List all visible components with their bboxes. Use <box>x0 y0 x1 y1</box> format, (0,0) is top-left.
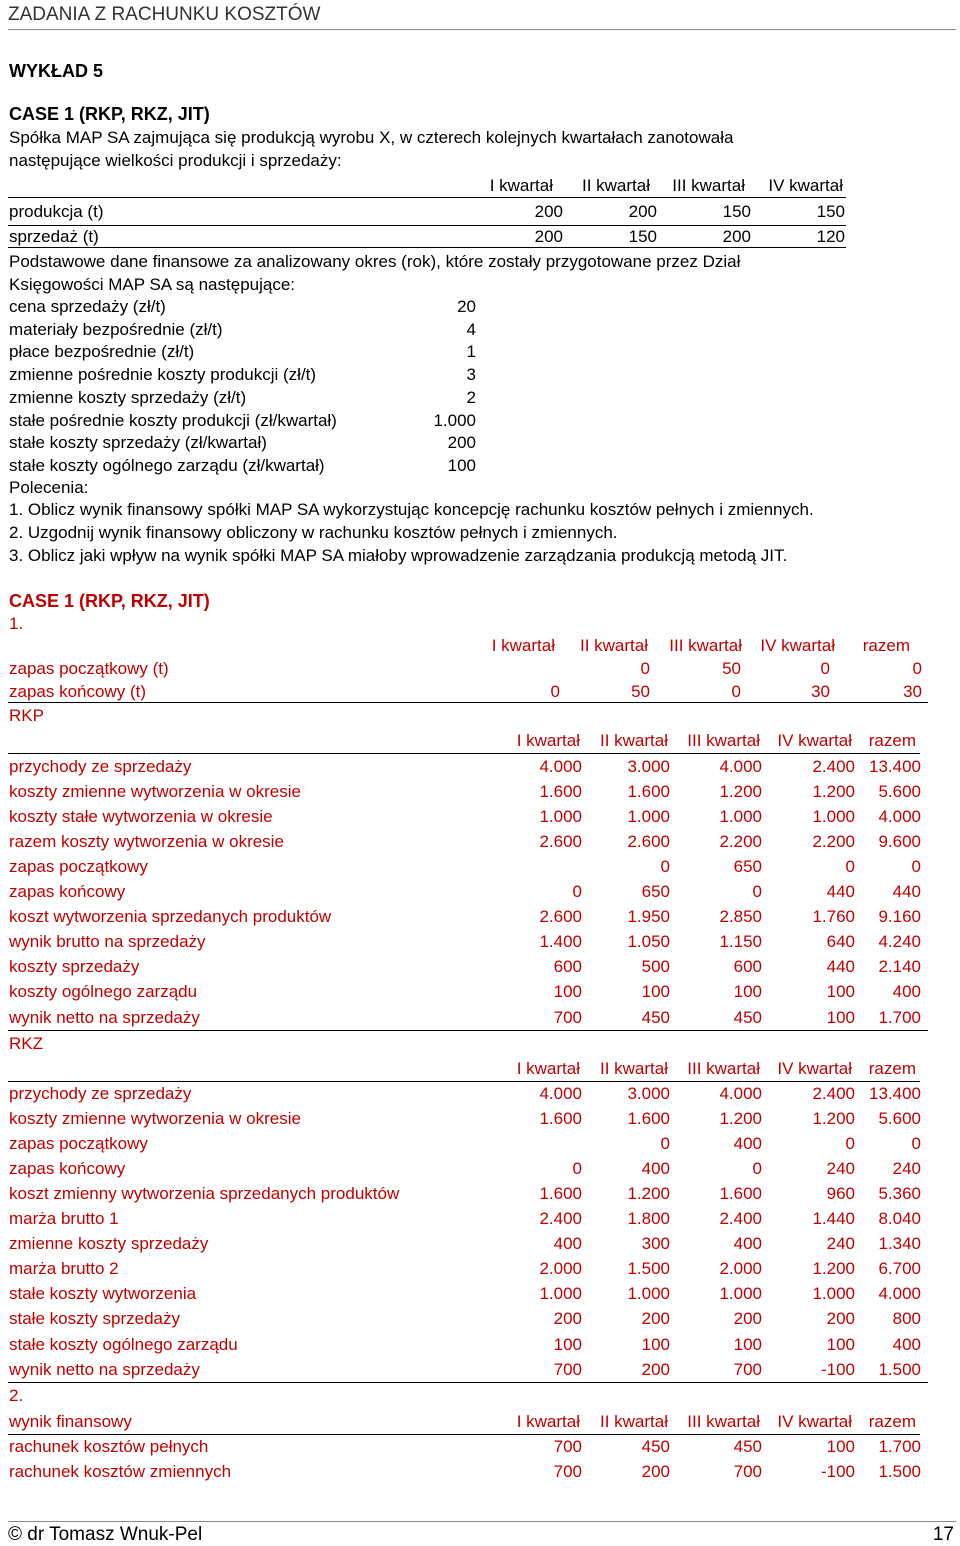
solution-case-title: CASE 1 (RKP, RKZ, JIT) <box>9 591 210 611</box>
rkz-end-rule <box>8 1382 928 1383</box>
param-label: materiały bezpośrednie (zł/t) <box>9 319 223 339</box>
param-value: 100 <box>447 455 476 475</box>
rkp-row-value: 1.200 <box>812 782 855 802</box>
stock-col-header: III kwartał <box>669 636 742 655</box>
quarter-header: I kwartał <box>489 176 553 195</box>
param-label: stałe pośrednie koszty produkcji (zł/kwartał) <box>9 410 337 430</box>
rkp-row-value: 650 <box>641 882 670 902</box>
input-row-value: 200 <box>534 227 563 246</box>
result-col-header: II kwartał <box>599 1412 668 1431</box>
rkp-row-label: razem koszty wytworzenia w okresie <box>9 832 284 852</box>
rkz-row-value: 800 <box>892 1309 921 1329</box>
param-label: stałe koszty sprzedaży (zł/kwartał) <box>9 433 267 453</box>
rkp-row-label: koszt wytworzenia sprzedanych produktów <box>9 907 332 927</box>
rkz-row-value: 1.000 <box>719 1284 762 1304</box>
input-table-rule-bottom <box>8 247 846 248</box>
rkp-row-value: 1.000 <box>627 807 670 827</box>
rkz-row-value: 4.000 <box>878 1284 921 1304</box>
rkz-row-value: 200 <box>826 1309 855 1329</box>
rkp-row-value: 400 <box>892 982 921 1002</box>
rkp-row-value: 500 <box>641 957 670 977</box>
rkz-row-value: 1.200 <box>812 1259 855 1279</box>
rkz-row-value: 100 <box>553 1334 582 1354</box>
rkp-row-value: 1.700 <box>878 1007 921 1027</box>
rkp-row-value: 0 <box>911 857 921 877</box>
rkz-row-value: 2.000 <box>719 1259 762 1279</box>
param-label: cena sprzedaży (zł/t) <box>9 297 166 316</box>
input-row-value: 200 <box>722 227 751 246</box>
rkp-row-label: przychody ze sprzedaży <box>9 757 192 776</box>
rkp-row-value: 600 <box>553 957 582 977</box>
rkp-row-value: 1.000 <box>812 807 855 827</box>
result-row-value: -100 <box>820 1462 855 1481</box>
rkp-row-value: 450 <box>641 1007 670 1027</box>
result-row-value: 700 <box>733 1462 762 1481</box>
stock-row-value: 0 <box>550 682 560 701</box>
running-header: ZADANIA Z RACHUNKU KOSZTÓW <box>8 4 321 25</box>
rkp-row-value: 100 <box>641 982 670 1002</box>
rkz-row-value: 200 <box>733 1309 762 1329</box>
result-header-rule <box>8 1434 920 1435</box>
rkp-end-rule <box>8 1030 928 1031</box>
result-col-header: III kwartał <box>687 1412 760 1431</box>
rkz-row-label: zmienne koszty sprzedaży <box>9 1234 209 1254</box>
rkz-row-value: 1.200 <box>812 1109 855 1129</box>
rkz-row-value: 1.600 <box>627 1109 670 1129</box>
input-row-value: 150 <box>628 227 657 246</box>
rkz-row-value: 2.400 <box>812 1084 855 1103</box>
rkz-row-label: zapas początkowy <box>9 1134 148 1154</box>
rkp-row-value: 9.160 <box>878 907 921 927</box>
rkp-row-value: 1.400 <box>539 932 582 952</box>
rkp-row-value: 2.600 <box>539 907 582 927</box>
rkp-row-label: wynik netto na sprzedaży <box>9 1007 200 1027</box>
rkz-row-label: stałe koszty sprzedaży <box>9 1309 181 1329</box>
rkz-row-value: 700 <box>553 1359 582 1379</box>
result-row-value: 450 <box>641 1437 670 1456</box>
rkp-row-value: 0 <box>660 857 670 877</box>
rkp-row-value: 13.400 <box>869 757 921 776</box>
rkp-row-label: koszty sprzedaży <box>9 957 140 977</box>
result-row-value: 450 <box>733 1437 762 1456</box>
stock-col-header: I kwartał <box>491 636 555 655</box>
result-col-header: IV kwartał <box>777 1412 852 1431</box>
rkp-row-value: 1.760 <box>812 907 855 927</box>
rkp-row-value: 440 <box>892 882 921 902</box>
rkz-row-value: 1.200 <box>627 1184 670 1204</box>
rkp-row-value: 2.600 <box>627 832 670 852</box>
result-row-value: 200 <box>641 1462 670 1481</box>
rkz-row-value: 240 <box>826 1234 855 1254</box>
rkp-row-label: zapas początkowy <box>9 857 148 877</box>
rkp-row-value: 1.000 <box>719 807 762 827</box>
rkp-row-value: 440 <box>826 957 855 977</box>
rkz-title: RKZ <box>9 1034 43 1053</box>
base-text-1: Podstawowe dane finansowe za analizowany okres (rok), które zostały przygotowane przez Dział <box>9 252 741 271</box>
result-row-value: 700 <box>553 1462 582 1481</box>
rkz-row-value: 5.600 <box>878 1109 921 1129</box>
result-row-label: rachunek kosztów zmiennych <box>9 1462 232 1481</box>
result-title: wynik finansowy <box>9 1412 132 1431</box>
rkz-header-rule <box>8 1081 920 1082</box>
rkp-row-value: 100 <box>826 982 855 1002</box>
rkz-row-value: 1.000 <box>812 1284 855 1304</box>
rkz-row-label: wynik netto na sprzedaży <box>9 1359 200 1379</box>
rkp-row-value: 700 <box>553 1007 582 1027</box>
rkp-row-value: 100 <box>826 1007 855 1027</box>
stock-row-value: 0 <box>912 659 922 678</box>
rkp-row-value: 4.240 <box>878 932 921 952</box>
intro-line-2: następujące wielkości produkcji i sprzedaży: <box>9 151 342 170</box>
rkz-row-value: 1.600 <box>719 1184 762 1204</box>
rkz-row-label: koszt zmienny wytworzenia sprzedanych produktów <box>9 1184 400 1204</box>
stock-row-value: 0 <box>731 682 741 701</box>
rkp-col-header: III kwartał <box>687 731 760 750</box>
footer-rule <box>8 1521 956 1522</box>
rkp-row-value: 1.000 <box>539 807 582 827</box>
rkz-row-value: 1.500 <box>878 1359 921 1379</box>
rkp-row-value: 450 <box>733 1007 762 1027</box>
input-row-value: 200 <box>628 202 657 221</box>
stock-row-value: 30 <box>903 682 922 701</box>
result-row-label: rachunek kosztów pełnych <box>9 1437 209 1456</box>
rkz-row-value: 0 <box>752 1159 762 1179</box>
footer-author: © dr Tomasz Wnuk-Pel <box>8 1524 203 1545</box>
rkp-row-value: 0 <box>572 882 582 902</box>
param-label: zmienne koszty sprzedaży (zł/t) <box>9 387 247 407</box>
rkz-row-value: 1.340 <box>878 1234 921 1254</box>
quarter-header: IV kwartał <box>768 176 843 195</box>
rkp-row-value: 650 <box>733 857 762 877</box>
rkp-row-value: 2.200 <box>719 832 762 852</box>
rkz-row-value: 400 <box>733 1134 762 1154</box>
rkz-col-header: III kwartał <box>687 1059 760 1078</box>
rkp-row-value: 2.400 <box>812 757 855 776</box>
param-label: zmienne pośrednie koszty produkcji (zł/t) <box>9 365 317 385</box>
param-value: 20 <box>457 297 476 316</box>
input-row-value: 200 <box>534 202 563 221</box>
param-value: 1 <box>466 342 476 362</box>
rkz-row-value: 4.000 <box>719 1084 762 1103</box>
rkp-row-value: 5.600 <box>878 782 921 802</box>
rkp-row-value: 1.600 <box>627 782 670 802</box>
rkz-row-value: 5.360 <box>878 1184 921 1204</box>
rkp-row-label: wynik brutto na sprzedaży <box>9 932 206 952</box>
rkp-row-value: 4.000 <box>539 757 582 776</box>
intro-line-1: Spółka MAP SA zajmująca się produkcją wyrobu X, w czterech kolejnych kwartałach zanotowała <box>9 128 734 147</box>
header-rule <box>8 29 956 30</box>
input-table-rule-top <box>8 197 846 198</box>
param-value: 1.000 <box>433 410 476 430</box>
rkz-row-value: 8.040 <box>878 1209 921 1229</box>
stock-row-label: zapas końcowy (t) <box>9 682 146 701</box>
rkp-row-value: 4.000 <box>719 757 762 776</box>
result-col-header: I kwartał <box>516 1412 580 1431</box>
stock-col-header: IV kwartał <box>760 636 835 655</box>
rkz-row-value: 3.000 <box>627 1084 670 1103</box>
rkz-row-value: 0 <box>660 1134 670 1154</box>
base-text-2: Księgowości MAP SA są następujące: <box>9 275 296 294</box>
rkp-row-value: 9.600 <box>878 832 921 852</box>
rkz-row-value: 1.440 <box>812 1209 855 1229</box>
stock-row-value: 30 <box>811 682 830 701</box>
command-3: 3. Oblicz jaki wpływ na wynik spółki MAP SA miałoby wprowadzenie zarządzania produkcją metodą JIT. <box>9 546 788 565</box>
rkz-row-value: 1.200 <box>719 1109 762 1129</box>
rkz-row-value: 0 <box>845 1134 855 1154</box>
input-row-value: 120 <box>816 227 845 246</box>
param-value: 4 <box>466 319 476 339</box>
param-value: 200 <box>447 433 476 453</box>
rkz-row-value: 2.400 <box>719 1209 762 1229</box>
rkz-row-value: 100 <box>733 1334 762 1354</box>
rkz-row-value: 1.000 <box>627 1284 670 1304</box>
rkz-col-header: I kwartał <box>516 1059 580 1078</box>
rkz-row-value: 400 <box>733 1234 762 1254</box>
result-row-value: 1.700 <box>878 1437 921 1456</box>
result-col-header: razem <box>868 1412 916 1431</box>
rkz-row-value: 960 <box>826 1184 855 1204</box>
rkz-row-value: 400 <box>553 1234 582 1254</box>
rkp-row-value: 1.050 <box>627 932 670 952</box>
quarter-header: II kwartał <box>581 176 650 195</box>
rkz-row-label: przychody ze sprzedaży <box>9 1084 192 1103</box>
stock-row-label: zapas początkowy (t) <box>9 659 169 678</box>
command-1: 1. Oblicz wynik finansowy spółki MAP SA wykorzystując koncepcję rachunku kosztów pełnych i zmiennych. <box>9 500 814 519</box>
rkz-row-label: koszty zmienne wytworzenia w okresie <box>9 1109 301 1129</box>
rkz-row-value: 0 <box>572 1159 582 1179</box>
rkz-row-value: 1.000 <box>539 1284 582 1304</box>
rkp-row-value: 2.140 <box>878 957 921 977</box>
stock-row-value: 0 <box>640 659 650 678</box>
lecture-title: WYKŁAD 5 <box>9 61 103 81</box>
command-2: 2. Uzgodnij wynik finansowy obliczony w rachunku kosztów pełnych i zmiennych. <box>9 523 618 542</box>
rkz-row-label: marża brutto 2 <box>9 1259 119 1279</box>
rkp-row-value: 640 <box>826 932 855 952</box>
stock-col-header: razem <box>862 636 910 655</box>
rkp-row-value: 1.950 <box>627 907 670 927</box>
rkz-row-value: 1.600 <box>539 1109 582 1129</box>
rkp-title: RKP <box>9 706 44 725</box>
input-row-value: 150 <box>722 202 751 221</box>
rkz-row-value: 700 <box>733 1359 762 1379</box>
stock-row-value: 50 <box>631 682 650 701</box>
rkz-row-label: stałe koszty ogólnego zarządu <box>9 1334 238 1354</box>
rkz-row-label: stałe koszty wytworzenia <box>9 1284 197 1304</box>
rkp-row-label: koszty stałe wytworzenia w okresie <box>9 807 273 827</box>
rkp-row-label: koszty ogólnego zarządu <box>9 982 198 1002</box>
rkz-row-value: 2.400 <box>539 1209 582 1229</box>
rkz-row-value: 1.500 <box>627 1259 670 1279</box>
stock-row-value: 0 <box>820 659 830 678</box>
rkz-row-value: 0 <box>911 1134 921 1154</box>
rkp-row-value: 0 <box>845 857 855 877</box>
rkp-row-value: 100 <box>733 982 762 1002</box>
param-label: płace bezpośrednie (zł/t) <box>9 342 195 362</box>
rkz-row-value: 200 <box>641 1309 670 1329</box>
rkp-row-value: 1.200 <box>719 782 762 802</box>
rkz-row-value: 2.000 <box>539 1259 582 1279</box>
rkz-row-value: -100 <box>820 1359 855 1379</box>
rkz-row-label: zapas końcowy <box>9 1159 126 1179</box>
rkz-row-value: 400 <box>892 1334 921 1354</box>
rkz-row-value: 240 <box>892 1159 921 1179</box>
rkp-col-header: razem <box>868 731 916 750</box>
rkp-col-header: IV kwartał <box>777 731 852 750</box>
quarter-header: III kwartał <box>672 176 745 195</box>
rkz-row-value: 200 <box>641 1359 670 1379</box>
rkz-row-value: 13.400 <box>869 1084 921 1103</box>
param-value: 2 <box>466 387 476 407</box>
rkp-row-value: 2.850 <box>719 907 762 927</box>
stock-row-value: 50 <box>722 659 741 678</box>
point-1-label: 1. <box>9 614 24 633</box>
rkp-row-value: 2.600 <box>539 832 582 852</box>
rkz-row-label: marża brutto 1 <box>9 1209 119 1229</box>
rkz-row-value: 6.700 <box>878 1259 921 1279</box>
rkz-row-value: 240 <box>826 1159 855 1179</box>
rkp-row-value: 1.150 <box>719 932 762 952</box>
param-value: 3 <box>466 365 476 385</box>
rkp-row-value: 1.600 <box>539 782 582 802</box>
rkp-row-value: 3.000 <box>627 757 670 776</box>
rkp-row-value: 100 <box>553 982 582 1002</box>
rkz-row-value: 4.000 <box>539 1084 582 1103</box>
commands-title: Polecenia: <box>9 478 89 497</box>
input-row-rule <box>8 225 846 226</box>
case-title: CASE 1 (RKP, RKZ, JIT) <box>9 104 210 124</box>
param-label: stałe koszty ogólnego zarządu (zł/kwartał) <box>9 455 325 475</box>
rkz-col-header: II kwartał <box>599 1059 668 1078</box>
rkz-row-value: 100 <box>826 1334 855 1354</box>
rkz-col-header: IV kwartał <box>777 1059 852 1078</box>
rkz-row-value: 400 <box>641 1159 670 1179</box>
result-row-value: 100 <box>826 1437 855 1456</box>
rkp-col-header: I kwartał <box>516 731 580 750</box>
result-row-value: 1.500 <box>878 1462 921 1481</box>
rkz-row-value: 200 <box>553 1309 582 1329</box>
stock-col-header: II kwartał <box>579 636 648 655</box>
rkp-row-value: 4.000 <box>878 807 921 827</box>
result-row-value: 700 <box>553 1437 582 1456</box>
point-2-label: 2. <box>9 1386 24 1405</box>
rkp-row-value: 0 <box>752 882 762 902</box>
rkp-row-value: 440 <box>826 882 855 902</box>
rkp-row-value: 600 <box>733 957 762 977</box>
rkz-row-value: 1.600 <box>539 1184 582 1204</box>
rkz-row-value: 1.800 <box>627 1209 670 1229</box>
input-row-label: sprzedaż (t) <box>9 227 99 246</box>
rkp-row-label: koszty zmienne wytworzenia w okresie <box>9 782 301 802</box>
rkz-row-value: 100 <box>641 1334 670 1354</box>
rkp-row-label: zapas końcowy <box>9 882 126 902</box>
rkz-row-value: 300 <box>641 1234 670 1254</box>
rkz-col-header: razem <box>868 1059 916 1078</box>
page-number: 17 <box>932 1524 954 1545</box>
stock-rule <box>8 702 928 703</box>
input-row-label: produkcja (t) <box>9 202 104 221</box>
input-row-value: 150 <box>816 202 845 221</box>
rkp-header-rule <box>8 753 920 754</box>
rkp-col-header: II kwartał <box>599 731 668 750</box>
rkp-row-value: 2.200 <box>812 832 855 852</box>
